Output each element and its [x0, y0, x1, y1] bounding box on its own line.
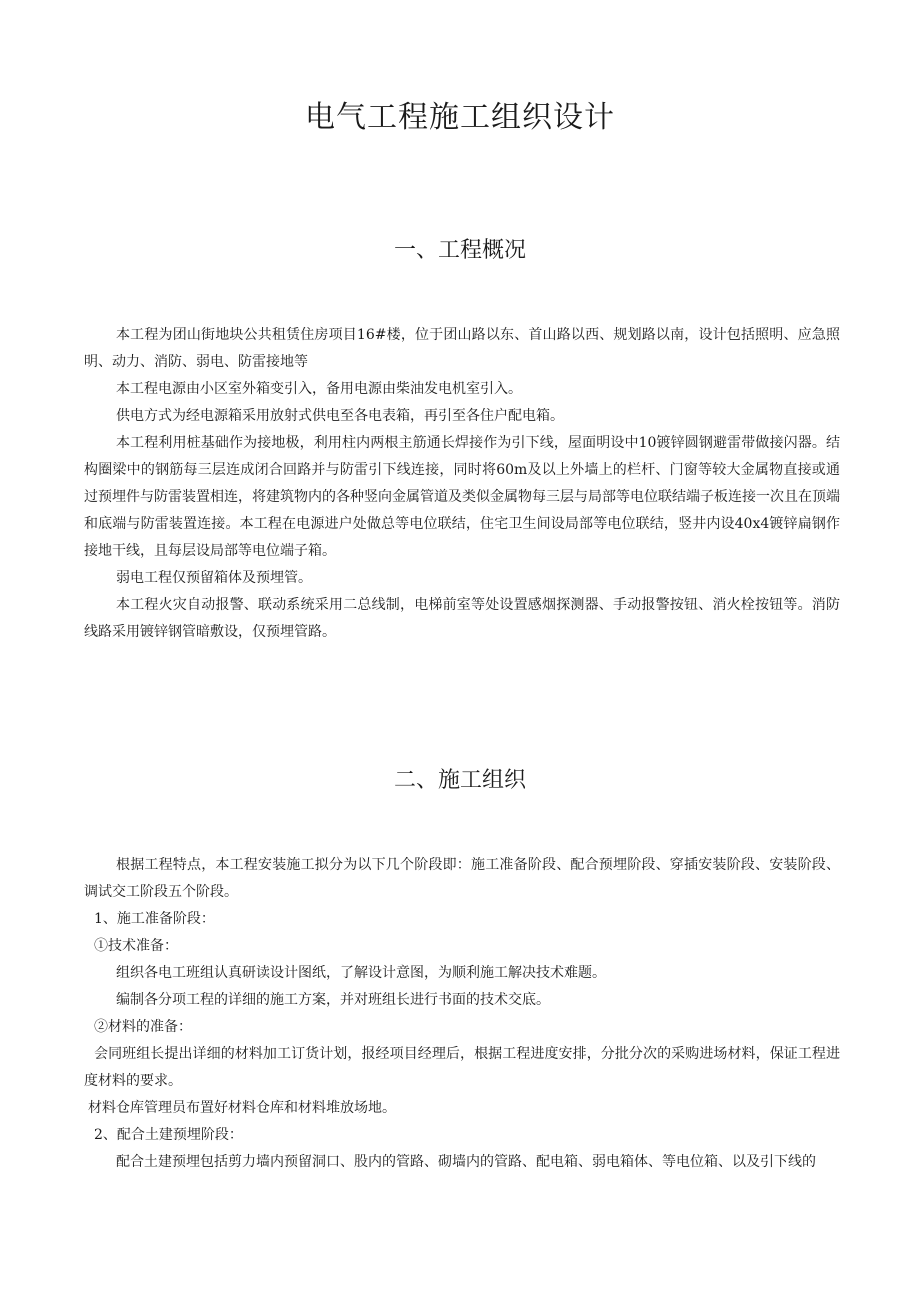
paragraph: 供电方式为经电源箱采用放射式供电至各电表箱，再引至各住户配电箱。 [116, 408, 564, 424]
section-heading-overview: 一、工程概况 [393, 238, 526, 263]
paragraph: 配合土建预埋包括剪力墙内预留洞口、股内的管路、砌墙内的管路、配电箱、弱电箱体、等电位箱、以及引下线的 [116, 1154, 816, 1170]
list-item: 组织各电工班组认真研读设计图纸，了解设计意图，为顺利施工解决技术难题。 [116, 965, 606, 981]
paragraph: 本工程利用桩基础作为接地极，利用柱内两根主筋通长焊接作为引下线，屋面明设中10镀锌圆钢避雷带做接闪器。结构圈梁中的钢筋每三层连成闭合回路并与防雷引下线连接，同时将60m及以上外墙上的栏杆、门窗等较大金属物直接或通过预埋件与防雷装置相连，将建筑物内的各种竖向金属管道及类似金属物每三层与局部等电位联结端子板连接一次且在顶端和底端与防雷装置连接。本工程在电源进户处做总等电位联结，住宅卫生间设局部等电位联结，竖井内设40x4镀锌扁钢作接地干线，且每层设局部等电位端子箱。 [84, 435, 840, 559]
document-title: 电气工程施工组织设计 [305, 100, 615, 135]
paragraph: 本工程火灾自动报警、联动系统采用二总线制，电梯前室等处设置感烟探测器、手动报警按钮、消火栓按钮等。消防线路采用镀锌钢管暗敷设，仅预埋管路。 [84, 597, 840, 640]
list-item: 材料仓库管理员布置好材料仓库和材料堆放场地。 [88, 1100, 396, 1116]
paragraph: 本工程为团山街地块公共租赁住房项目16#楼，位于团山路以东、首山路以西、规划路以南，设计包括照明、应急照明、动力、消防、弱电、防雷接地等 [84, 327, 840, 370]
paragraph: 本工程电源由小区室外箱变引入，备用电源由柴油发电机室引入。 [116, 381, 522, 397]
section-heading-organization: 二、施工组织 [393, 768, 526, 793]
subsection-title: ①技术准备： [94, 938, 178, 954]
list-item: 编制各分项工程的详细的施工方案，并对班组长进行书面的技术交底。 [116, 992, 550, 1008]
section-overview-body [84, 322, 840, 646]
list-item: 会同班组长提出详细的材料加工订货计划，报经项目经理后，根据工程进度安排，分批分次的采购进场材料，保证工程进度材料的要求。 [84, 1046, 840, 1089]
paragraph: 弱电工程仅预留箱体及预埋管。 [116, 570, 312, 586]
subsection-title: 2、配合土建预埋阶段： [94, 1127, 243, 1143]
section-organization-body [84, 852, 840, 1176]
paragraph: 根据工程特点，本工程安装施工拟分为以下几个阶段即：施工准备阶段、配合预埋阶段、穿插安装阶段、安装阶段、调试交工阶段五个阶段。 [84, 857, 840, 900]
subsection-title: ②材料的准备： [94, 1019, 192, 1035]
subsection-title: 1、施工准备阶段： [94, 911, 215, 927]
